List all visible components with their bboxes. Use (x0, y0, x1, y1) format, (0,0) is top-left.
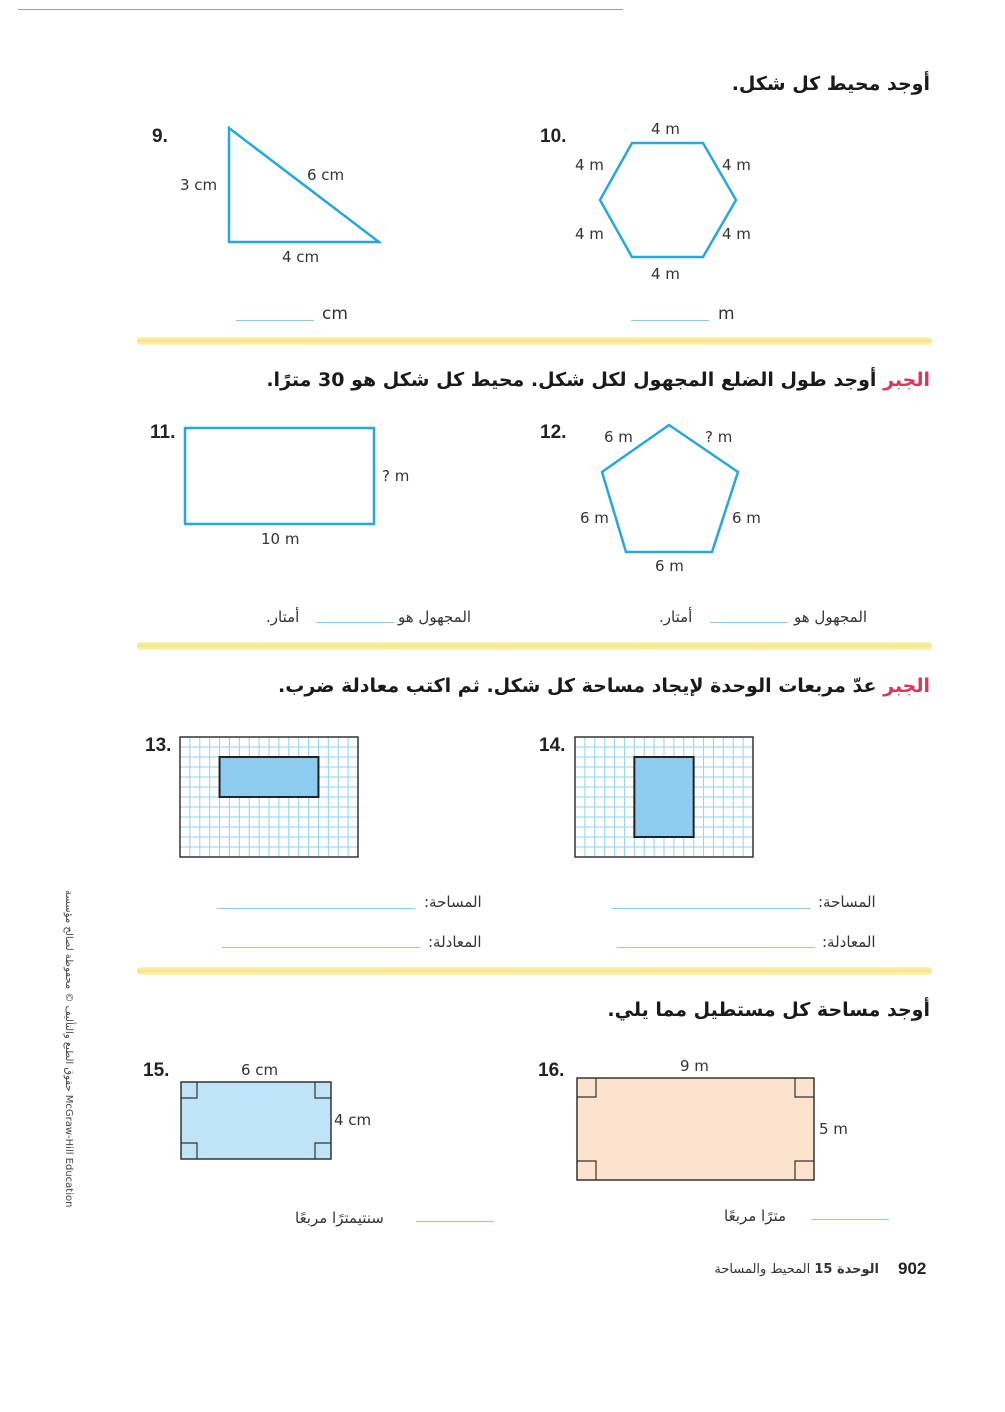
problem-15-number: 15. (143, 1060, 170, 1081)
section4-instruction: أوجد مساحة كل مستطيل مما يلي. (607, 999, 930, 1021)
algebra-tag: الجبر (883, 369, 930, 391)
answer-unit-15: سنتيمترًا مربعًا (295, 1209, 384, 1227)
equation-label-14: المعادلة: (822, 933, 876, 951)
pentagon-top-left-label: 6 m (604, 428, 633, 446)
area-label-14: المساحة: (818, 893, 876, 911)
problem-14-number: 14. (539, 735, 566, 756)
problem-12-number: 12. (540, 422, 567, 443)
area-label-13: المساحة: (424, 893, 482, 911)
hexagon-upper-right-label: 4 m (722, 156, 751, 174)
section2-instruction: أوجد طول الضلع المجهول لكل شكل. محيط كل شكل هو 30 مترًا. (266, 369, 877, 391)
section1-instruction: أوجد محيط كل شكل. (731, 73, 930, 95)
pentagon-right-label: 6 m (732, 509, 761, 527)
copyright-text: حقوق الطبع والتأليف © محفوظة لصالح مؤسسة McGraw-Hill Education (63, 890, 74, 1208)
triangle-bottom-label: 4 cm (282, 248, 320, 266)
section3-instruction: عدّ مربعات الوحدة لإيجاد مساحة كل شكل. ثم اكتب معادلة ضرب. (278, 675, 877, 697)
triangle-left-label: 3 cm (180, 176, 218, 194)
problem-13-number: 13. (145, 735, 172, 756)
footer-unit (714, 1262, 879, 1277)
rect16-top-label: 9 m (680, 1057, 709, 1075)
answer-blank-16[interactable] (811, 1219, 889, 1220)
pentagon-bottom-label: 6 m (655, 557, 684, 575)
pentagon-left-label: 6 m (580, 509, 609, 527)
page-number: 902 (898, 1259, 927, 1278)
problem-9-number: 9. (152, 126, 168, 147)
problem-11-number: 11. (150, 422, 176, 443)
hexagon-lower-right-label: 4 m (722, 225, 751, 243)
triangle-hyp-label: 6 cm (307, 166, 345, 184)
hexagon-upper-left-label: 4 m (575, 156, 604, 174)
unknown-label-12: المجهول هو (794, 608, 868, 626)
unknown-label-11: المجهول هو (398, 608, 472, 626)
algebra-tag-2: الجبر (883, 675, 930, 697)
rect16-right-label: 5 m (819, 1120, 848, 1138)
answer-unit-9: cm (322, 304, 348, 324)
problem-10-number: 10. (540, 126, 567, 147)
answer-unit-16: مترًا مربعًا (724, 1207, 787, 1225)
footer-unit-title: المحيط والمساحة (714, 1262, 811, 1277)
rect15-right-label: 4 cm (334, 1111, 372, 1129)
hexagon-lower-left-label: 4 m (575, 225, 604, 243)
rect11-bottom-label: 10 m (261, 530, 300, 548)
meters-label-12: أمتار. (659, 608, 693, 626)
equation-label-13: المعادلة: (428, 933, 482, 951)
meters-label-11: أمتار. (266, 608, 300, 626)
hexagon-top-label: 4 m (651, 120, 680, 138)
answer-unit-10: m (718, 304, 735, 324)
copyright-side (62, 890, 76, 1210)
hexagon-bottom-label: 4 m (651, 265, 680, 283)
footer-unit-label: الوحدة 15 (814, 1262, 879, 1277)
pentagon-top-right-label: ? m (705, 428, 733, 446)
problem-16-number: 16. (538, 1060, 565, 1081)
rect11-right-label: ? m (382, 467, 410, 485)
rect15-top-label: 6 cm (241, 1061, 279, 1079)
